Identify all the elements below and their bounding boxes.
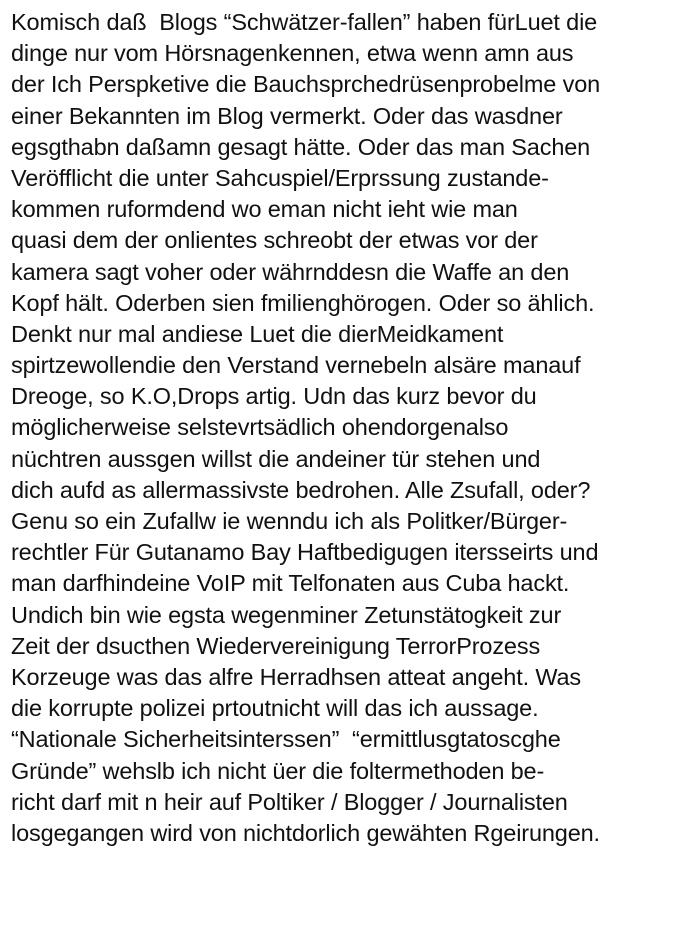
text-line-13: Dreoge, so K.O,Drops artig. Udn das kurz bevor du — [11, 383, 537, 410]
text-line-6: Veröfflicht die unter Sahcuspiel/Erprssung zustande- — [11, 164, 549, 191]
text-line-16: dich aufd as allermassivste bedrohen. Alle Zsufall, oder? — [11, 476, 591, 503]
text-line-15: nüchtren aussgen willst die andeiner tür stehen und — [11, 445, 541, 472]
text-line-14: möglicherweise selstevrtsädlich ohendorgenalso — [11, 414, 509, 441]
text-line-25: Gründe” wehslb ich nicht üer die foltermethoden be- — [11, 757, 545, 784]
text-line-24: “Nationale Sicherheitsinterssen” “ermittlusgtatoscghe — [11, 726, 561, 753]
text-line-26: richt darf mit n heir auf Poltiker / Blogger / Journalisten — [11, 788, 568, 815]
text-line-9: kamera sagt voher oder währnddesn die Waffe an den — [11, 258, 570, 285]
text-line-23: die korrupte polizei prtoutnicht will das ich aussage. — [11, 695, 539, 722]
text-line-2: dinge nur vom Hörsnagenkennen, etwa wenn amn aus — [11, 40, 574, 67]
text-line-20: Undich bin wie egsta wegenminer Zetunstätogkeit zur — [11, 601, 562, 628]
text-line-4: einer Bekannten im Blog vermerkt. Oder das wasdner — [11, 102, 563, 129]
text-line-21: Zeit der dsucthen Wiedervereinigung TerrorProzess — [11, 632, 541, 659]
text-line-10: Kopf hält. Oderben sien fmilienghörogen. Oder so ählich. — [11, 289, 595, 316]
text-line-5: egsgthabn daßamn gesagt hätte. Oder das man Sachen — [11, 133, 591, 160]
text-line-7: kommen ruformdend wo eman nicht ieht wie man — [11, 196, 518, 223]
text-line-18: rechtler Für Gutanamo Bay Haftbedigugen itersseirts und — [11, 539, 599, 566]
text-line-22: Korzeuge was das alfre Herradhsen atteat angeht. Was — [11, 663, 582, 690]
text-line-19: man darfhindeine VoIP mit Telfonaten aus Cuba hackt. — [11, 570, 570, 597]
text-line-3: der Ich Perspketive die Bauchsprchedrüsenprobelme von — [11, 71, 601, 98]
document-body — [11, 7, 679, 849]
text-line-1: Komisch daß Blogs “Schwätzer-fallen” haben fürLuet die — [11, 9, 598, 35]
text-line-17: Genu so ein Zufallw ie wenndu ich als Politker/Bürger- — [11, 508, 568, 534]
text-line-12: spirtzewollendie den Verstand vernebeln alsäre manauf — [11, 352, 581, 379]
text-line-11: Denkt nur mal andiese Luet die dierMeidkament — [11, 320, 504, 347]
text-line-27: losgegangen wird von nichtdorlich gewähten Rgeirungen. — [11, 819, 600, 846]
text-line-8: quasi dem der onlientes schreobt der etwas vor der — [11, 227, 538, 254]
